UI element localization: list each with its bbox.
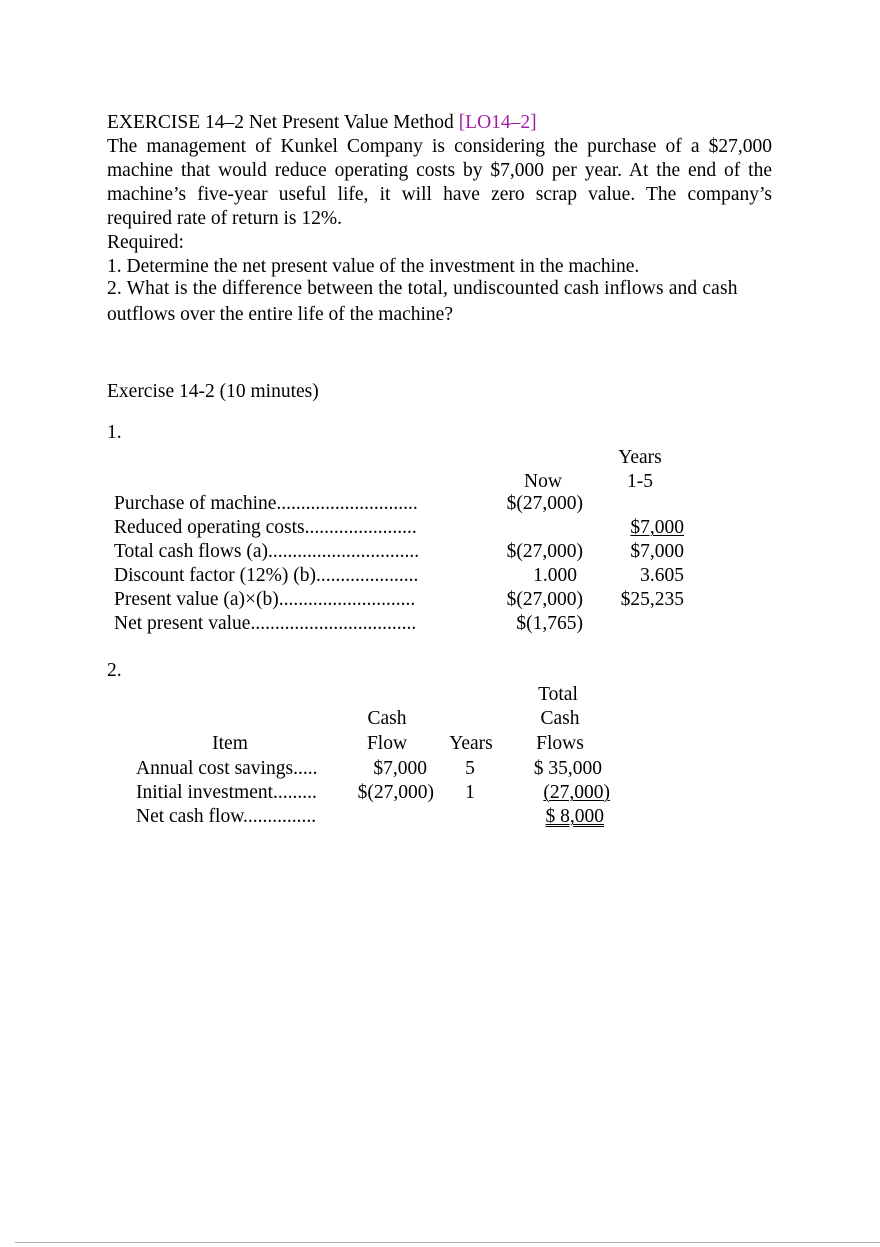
row-label: Present value (a)×(b)............................ [114,589,416,610]
table-row-item: Net cash flow............... [136,806,317,827]
row-total: $ 35,000 [533,758,602,779]
exercise-title-text: EXERCISE 14–2 Net Present Value Method [107,112,454,133]
problem-text: The management of Kunkel Company is considering the purchase of a $27,000 machine that would reduce operating costs by $7,000 per year. At the end of the machine’s five-year useful life, it will have zero scrap value. The company’s required rate of return is 12%. [107,136,772,229]
row-cash-flow: $(27,000) [357,782,434,803]
part2-col-years: Years [449,733,493,754]
table-row-item: Initial investment......... [136,782,317,803]
required-label: Required: [107,232,184,253]
row-now-value: $(27,000) [506,493,583,514]
part2-col-total-l1: Total [538,684,578,705]
row-now-value: $(27,000) [506,541,583,562]
learning-objective: [LO14–2] [458,112,537,133]
row-years-value: 3.605 [640,565,684,586]
row-now-value: 1.000 [533,565,577,586]
part2-col-total-l2: Cash [540,708,580,729]
part1-col-years-range: 1-5 [627,471,653,492]
requirement-2-cont: outflows over the entire life of the machine? [107,304,453,325]
part1-col-now: Now [524,471,562,492]
part1-col-years: Years [618,447,662,468]
table-row [114,564,444,588]
requirement-1: 1. Determine the net present value of the investment in the machine. [107,256,640,277]
solution-heading: Exercise 14-2 (10 minutes) [107,381,319,402]
part2-col-cashflow-l1: Cash [367,708,407,729]
table-row [114,612,444,636]
part2-col-item: Item [212,733,248,754]
part1-label: 1. [107,422,122,443]
row-total: $ 8,000 [545,806,604,827]
row-label: Discount factor (12%) (b)..................... [114,565,419,586]
exercise-title [107,111,537,135]
table-row [114,492,444,516]
table-row-item: Annual cost savings..... [136,758,318,779]
row-label: Purchase of machine............................. [114,493,418,514]
part2-col-cashflow-l2: Flow [366,733,408,754]
part2-col-total-l3: Flows [536,733,584,754]
row-years: 1 [465,782,475,803]
row-cash-flow: $7,000 [373,758,427,779]
footer-divider [15,1242,880,1243]
requirement-2: 2. What is the difference between the total, undiscounted cash inflows and cash [107,278,738,299]
row-total: (27,000) [543,782,610,803]
row-years-value: $7,000 [630,517,684,538]
row-now-value: $(27,000) [506,589,583,610]
part2-label: 2. [107,660,122,681]
row-years: 5 [465,758,475,779]
row-years-value: $7,000 [630,541,684,562]
row-label: Net present value.................................. [114,613,417,634]
row-label: Total cash flows (a)............................... [114,541,420,562]
table-row [114,588,444,612]
table-row [114,540,444,564]
table-row [114,516,444,540]
row-years-value: $25,235 [620,589,684,610]
row-now-value: $(1,765) [516,613,583,634]
row-label: Reduced operating costs....................... [114,517,417,538]
